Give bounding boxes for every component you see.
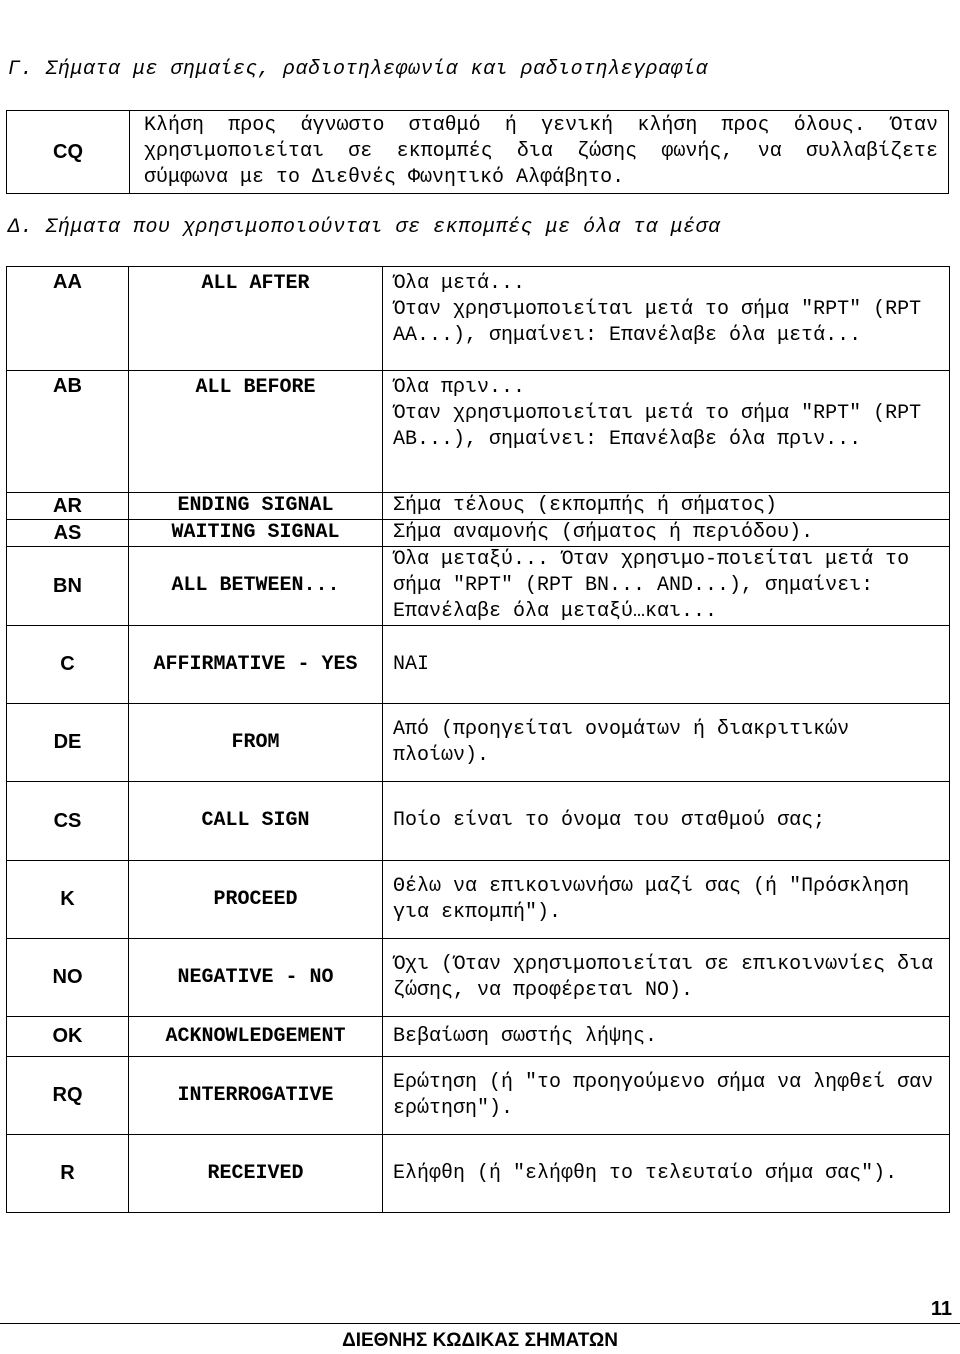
signal-meaning: WAITING SIGNAL (129, 520, 383, 547)
table-row (7, 111, 949, 194)
signal-code: AA (7, 267, 129, 371)
signal-meaning: RECEIVED (129, 1135, 383, 1213)
signal-meaning: NEGATIVE - NO (129, 939, 383, 1017)
table-row (7, 267, 950, 371)
signal-code: BN (7, 547, 129, 626)
signal-meaning: ALL AFTER (129, 267, 383, 371)
signal-description: Σήμα τέλους (εκπομπής ή σήματος) (383, 493, 950, 520)
signal-code: NO (7, 939, 129, 1017)
signal-description: Όλα πριν... Όταν χρησιμοποιείται μετά το σήμα "RPT" (RPT AB...), σημαίνει: Επανέλαβε όλα πριν... (383, 371, 950, 493)
table-row (7, 782, 950, 861)
page-number: 11 (930, 1298, 952, 1320)
signal-description: ΝΑΙ (383, 626, 950, 704)
signal-meaning: FROM (129, 704, 383, 782)
signal-code: DE (7, 704, 129, 782)
signal-description: Ερώτηση (ή "το προηγούμενο σήμα να ληφθεί σαν ερώτηση"). (383, 1057, 950, 1135)
table-row (7, 704, 950, 782)
signal-description: Βεβαίωση σωστής λήψης. (383, 1017, 950, 1057)
signal-code: AB (7, 371, 129, 493)
table-row (7, 547, 950, 626)
table-row (7, 371, 950, 493)
section-g-heading: Γ. Σήματα με σημαίες, ραδιοτηλεφωνία και ραδιοτηλεγραφία (8, 58, 709, 81)
signal-description: Ελήφθη (ή "ελήφθη το τελευταίο σήμα σας"). (383, 1135, 950, 1213)
signal-description: Όλα μετά... Όταν χρησιμοποιείται μετά το σήμα "RPT" (RPT AA...), σημαίνει: Επανέλαβε όλα μετά... (383, 267, 950, 371)
signal-description: Θέλω να επικοινωνήσω μαζί σας (ή "Πρόσκληση για εκπομπή"). (383, 861, 950, 939)
signal-meaning: INTERROGATIVE (129, 1057, 383, 1135)
table-row (7, 493, 950, 520)
signal-code: OK (7, 1017, 129, 1057)
section-d-heading: Δ. Σήματα που χρησιμοποιούνται σε εκπομπές με όλα τα μέσα (8, 216, 721, 239)
signal-meaning: ACKNOWLEDGEMENT (129, 1017, 383, 1057)
signal-code: CS (7, 782, 129, 861)
table-row (7, 1135, 950, 1213)
signal-description: Σήμα αναμονής (σήματος ή περιόδου). (383, 520, 950, 547)
table-row (7, 1057, 950, 1135)
signal-meaning: PROCEED (129, 861, 383, 939)
signal-description: Ποίο είναι το όνομα του σταθμού σας; (383, 782, 950, 861)
signal-meaning: ALL BETWEEN... (129, 547, 383, 626)
signal-code: C (7, 626, 129, 704)
footer-divider (0, 1323, 960, 1324)
signals-table (6, 266, 950, 1213)
signal-code: RQ (7, 1057, 129, 1135)
signal-description: Κλήση προς άγνωστο σταθμό ή γενική κλήση προς όλους. Όταν χρησιμοποιείται σε εκπομπές δια ζώσης φωνής, να συλλαβίζετε σύμφωνα με το Διεθνές Φωνητικό Αλφάβητο. (130, 111, 949, 194)
signal-code: R (7, 1135, 129, 1213)
signal-description: Από (προηγείται ονομάτων ή διακριτικών πλοίων). (383, 704, 950, 782)
signal-code: K (7, 861, 129, 939)
signal-meaning: AFFIRMATIVE - YES (129, 626, 383, 704)
footer-title: ΔΙΕΘΝΗΣ ΚΩΔΙΚΑΣ ΣΗΜΑΤΩΝ (342, 1330, 618, 1351)
signal-meaning: ENDING SIGNAL (129, 493, 383, 520)
signal-description: Όλα μεταξύ... Όταν χρησιμο-ποιείται μετά το σήμα "RPT" (RPT BN... AND...), σημαίνει: Επανέλαβε όλα μεταξύ…και... (383, 547, 950, 626)
signal-meaning: CALL SIGN (129, 782, 383, 861)
signal-meaning: ALL BEFORE (129, 371, 383, 493)
table-row (7, 520, 950, 547)
signal-code: CQ (7, 111, 130, 194)
table-row (7, 626, 950, 704)
cq-table (6, 110, 949, 194)
table-row (7, 939, 950, 1017)
signal-code: AS (7, 520, 129, 547)
table-row (7, 1017, 950, 1057)
signal-code: AR (7, 493, 129, 520)
signal-description: Όχι (Όταν χρησιμοποιείται σε επικοινωνίες δια ζώσης, να προφέρεται ΝΟ). (383, 939, 950, 1017)
table-row (7, 861, 950, 939)
